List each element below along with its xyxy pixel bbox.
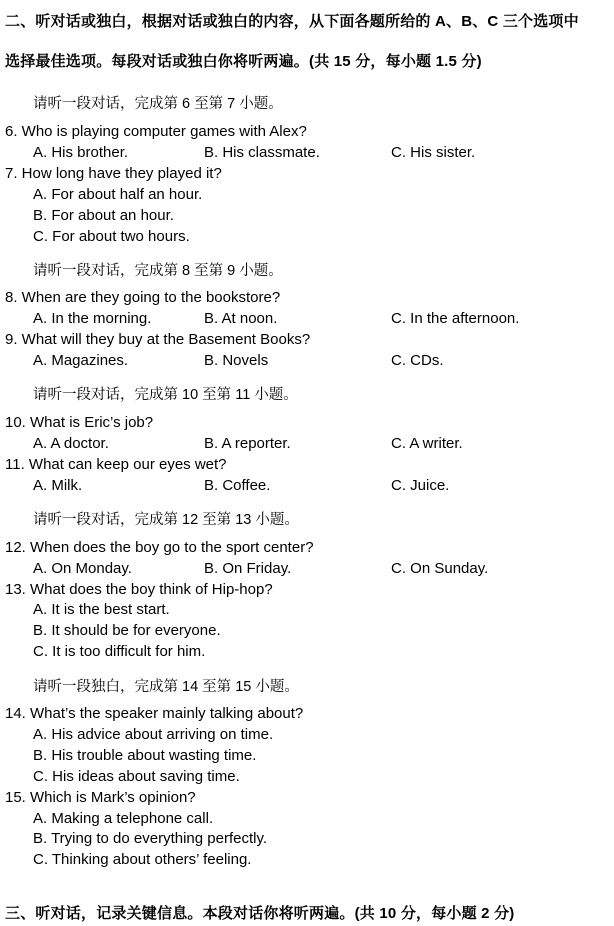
section3-heading: 三、听对话，记录关键信息。本段对话你将听两遍。(共 10 分，每小题 2 分) (5, 905, 515, 922)
option-12c: C. On Sunday. (391, 560, 489, 577)
group-intro: 请听一段对话，完成第 12 至第 13 小题。 (33, 512, 299, 528)
option-13c: C. It is too difficult for him. (33, 643, 206, 660)
option-6b: B. His classmate. (204, 144, 320, 161)
question-13: 13. What does the boy think of Hip-hop? (5, 581, 273, 598)
option-13a: A. It is the best start. (33, 601, 170, 618)
option-15a: A. Making a telephone call. (33, 810, 214, 827)
option-10b: B. A reporter. (204, 435, 291, 452)
option-9a: A. Magazines. (33, 352, 129, 369)
option-11c: C. Juice. (391, 477, 450, 494)
option-15b: B. Trying to do everything perfectly. (33, 830, 268, 847)
option-8c: C. In the afternoon. (391, 310, 520, 327)
option-14c: C. His ideas about saving time. (33, 768, 240, 785)
question-11: 11. What can keep our eyes wet? (5, 456, 227, 473)
question-10: 10. What is Eric’s job? (5, 414, 154, 431)
question-15: 15. Which is Mark’s opinion? (5, 789, 196, 806)
option-9b: B. Novels (204, 352, 269, 369)
option-6a: A. His brother. (33, 144, 129, 161)
question-12: 12. When does the boy go to the sport center? (5, 539, 314, 556)
option-13b: B. It should be for everyone. (33, 622, 221, 639)
option-6c: C. His sister. (391, 144, 476, 161)
group-intro: 请听一段对话，完成第 8 至第 9 小题。 (33, 263, 283, 279)
option-15c: C. Thinking about others’ feeling. (33, 851, 252, 868)
option-11a: A. Milk. (33, 477, 83, 494)
option-8b: B. At noon. (204, 310, 278, 327)
option-8a: A. In the morning. (33, 310, 152, 327)
option-7c: C. For about two hours. (33, 228, 190, 245)
question-9: 9. What will they buy at the Basement Books? (5, 331, 311, 348)
option-12b: B. On Friday. (204, 560, 292, 577)
option-10a: A. A doctor. (33, 435, 109, 452)
section2-heading-line1: 二、听对话或独白，根据对话或独白的内容，从下面各题所给的 A、B、C 三个选项中 (5, 13, 579, 30)
question-14: 14. What’s the speaker mainly talking about? (5, 705, 304, 722)
option-10c: C. A writer. (391, 435, 463, 452)
question-8: 8. When are they going to the bookstore? (5, 289, 281, 306)
question-6: 6. Who is playing computer games with Alex? (5, 123, 307, 140)
section2-heading-line2: 选择最佳选项。每段对话或独白你将听两遍。(共 15 分，每小题 1.5 分) (5, 53, 482, 70)
option-7a: A. For about half an hour. (33, 186, 203, 203)
group-intro: 请听一段对话，完成第 10 至第 11 小题。 (33, 387, 298, 403)
option-12a: A. On Monday. (33, 560, 132, 577)
question-7: 7. How long have they played it? (5, 165, 222, 182)
option-7b: B. For about an hour. (33, 207, 174, 224)
option-14b: B. His trouble about wasting time. (33, 747, 257, 764)
option-11b: B. Coffee. (204, 477, 271, 494)
option-9c: C. CDs. (391, 352, 444, 369)
option-14a: A. His advice about arriving on time. (33, 726, 274, 743)
group-intro: 请听一段对话，完成第 6 至第 7 小题。 (33, 96, 283, 112)
group-intro: 请听一段独白，完成第 14 至第 15 小题。 (33, 679, 299, 695)
